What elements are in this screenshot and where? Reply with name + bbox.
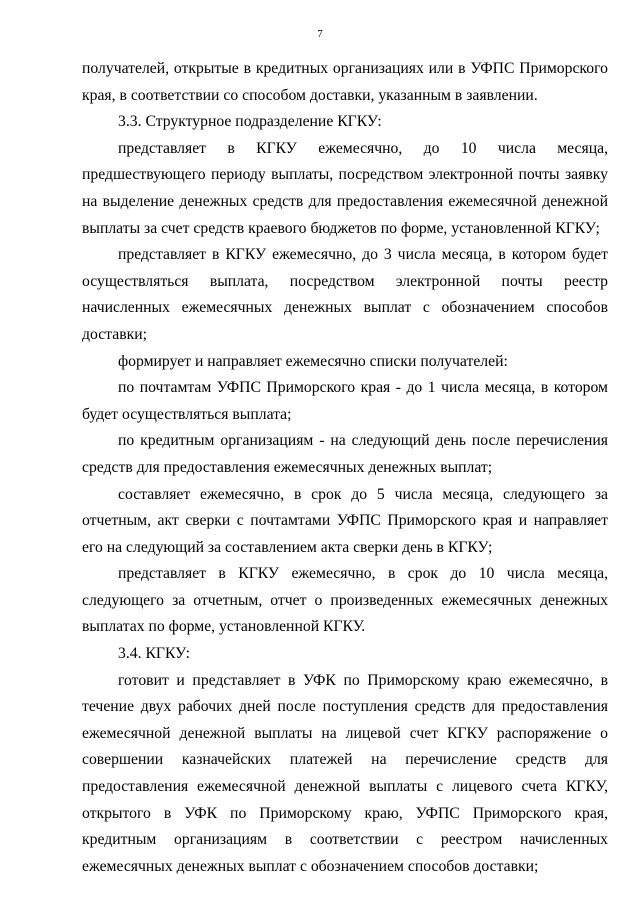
paragraph-post-offices: по почтамтам УФПС Приморского края - до 1 числа месяца, в котором будет осуществляться выплата; <box>82 379 608 423</box>
section-heading-3-4: 3.4. КГКУ: <box>118 645 191 663</box>
paragraph-report: представляет в КГКУ ежемесячно, в срок до 10 числа месяца, следующего за отчетным, отчет о произведенных ежемесячных денежных выплатах по форме, установленной КГКУ. <box>82 565 608 636</box>
document-body <box>82 56 608 880</box>
paragraph-credit-organizations: по кредитным организациям - на следующий день после перечисления средств для предоставления ежемесячных денежных выплат; <box>82 432 608 476</box>
paragraph-reconciliation-act: составляет ежемесячно, в срок до 5 числа месяца, следующего за отчетным, акт сверки с почтамтами УФПС Приморского края и направляет его на следующий за составлением акта сверки день в КГКУ; <box>82 485 608 556</box>
paragraph-continuation: получателей, открытые в кредитных организациях или в УФПС Приморского края, в соответствии со способом доставки, указанным в заявлении. <box>82 60 608 104</box>
paragraph-recipient-lists: формирует и направляет ежемесячно списки получателей: <box>118 352 508 370</box>
paragraph-treasury-order: готовит и представляет в УФК по Приморскому краю ежемесячно, в течение двух рабочих дней после поступления средств для предоставления ежемесячной денежной выплаты на лицевой счет КГКУ распоряжение о совершении казначейских платежей на перечисление средств для предоставления ежемесячной денежной выплаты с лицевого счета КГКУ, открытого в УФК по Приморскому краю, УФПС Приморского края, кредитным организациям в соответствии с реестром начисленных ежемесячных денежных выплат с обозначением способов доставки; <box>82 671 608 875</box>
paragraph-application-funds: представляет в КГКУ ежемесячно, до 10 числа месяца, предшествующего периоду выплаты, посредством электронной почты заявку на выделение денежных средств для предоставления ежемесячной денежной выплаты за счет средств краевого бюджетов по форме, установленной КГКУ; <box>82 139 608 237</box>
section-heading-3-3: 3.3. Структурное подразделение КГКУ: <box>118 113 382 131</box>
paragraph-registry: представляет в КГКУ ежемесячно, до 3 числа месяца, в котором будет осуществляться выплата, посредством электронной почты реестр начисленных ежемесячных денежных выплат с обозначением способов доставки; <box>82 246 608 343</box>
page-number: 7 <box>317 28 323 40</box>
